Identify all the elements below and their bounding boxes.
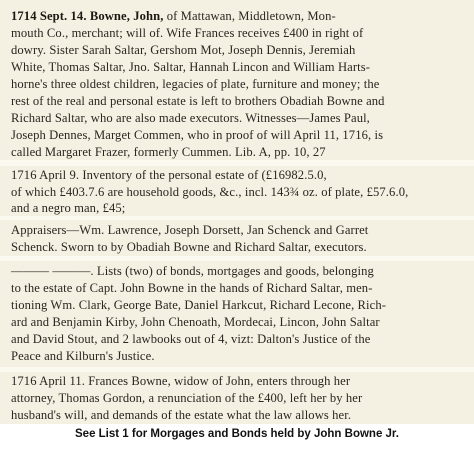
bonds-list-line: Peace and Kilburn's Justice. — [11, 349, 155, 363]
bonds-list-line: ard and Benjamin Kirby, John Chenoath, Mordecai, Lincon, John Saltar — [11, 315, 380, 329]
appraisers-line: Schenck. Sworn to by Obadiah Bowne and Richard Saltar, executors. — [11, 240, 367, 254]
scan-splice-gap — [0, 256, 474, 261]
renunciation-line: 1716 April 11. Frances Bowne, widow of John, enters through her — [11, 374, 351, 388]
text-line: horne's three oldest children, legacies of plate, furniture and money; the — [11, 77, 380, 91]
bonds-list-line: ——— ———. Lists (two) of bonds, mortgages and goods, belonging — [11, 264, 374, 278]
bonds-list-line: to the estate of Capt. John Bowne in the hands of Richard Saltar, men- — [11, 281, 373, 295]
bonds-list-line: and David Stout, and 2 lawbooks out of 4, vizt: Dalton's Justice of the — [11, 332, 371, 346]
renunciation-line: husband's will, and demands of the estate what the law allows her. — [11, 408, 352, 422]
text-line: mouth Co., merchant; will of. Wife Frances receives £400 in right of — [11, 26, 364, 40]
bonds-list-line: tioning Wm. Clark, George Bate, Daniel Harkcut, Richard Lecone, Rich- — [11, 298, 387, 312]
text-line: White, Thomas Saltar, Jno. Saltar, Hannah Lincon and William Harts- — [11, 60, 371, 74]
renunciation-line: attorney, Thomas Gordon, a renunciation of the £400, left her by her — [11, 391, 363, 405]
text-line: Joseph Dennes, Marget Commen, who in proof of will April 11, 1716, is — [11, 128, 384, 142]
text-line: dowry. Sister Sarah Saltar, Gershom Mot, Joseph Dennis, Jeremiah — [11, 43, 356, 57]
entry-date: 1714 Sept. 14. — [11, 9, 87, 23]
inventory-line: of which £403.7.6 are household goods, &c., incl. 143¾ oz. of plate, £57.6.0, — [11, 185, 409, 199]
appraisers-line: Appraisers—Wm. Lawrence, Joseph Dorsett, Jan Schenck and Garret — [11, 223, 369, 237]
inventory-line: and a negro man, £45; — [11, 201, 126, 215]
caption: See List 1 for Morgages and Bonds held by John Bowne Jr. — [75, 428, 399, 440]
text-line: rest of the real and personal estate is left to brothers Obadiah Bowne and — [11, 94, 385, 108]
testator-name: Bowne, John, — [89, 9, 164, 23]
text-line: called Margaret Frazer, formerly Cummen. Lib. A, pp. 10, 27 — [11, 145, 326, 159]
will-entry-heading-line — [11, 7, 336, 25]
text-line: Richard Saltar, who are also made executors. Witnesses—James Paul, — [11, 111, 370, 125]
inventory-line: 1716 April 9. Inventory of the personal estate of (£16982.5.0, — [11, 168, 327, 182]
text-line: of Mattawan, Middletown, Mon- — [163, 9, 336, 23]
